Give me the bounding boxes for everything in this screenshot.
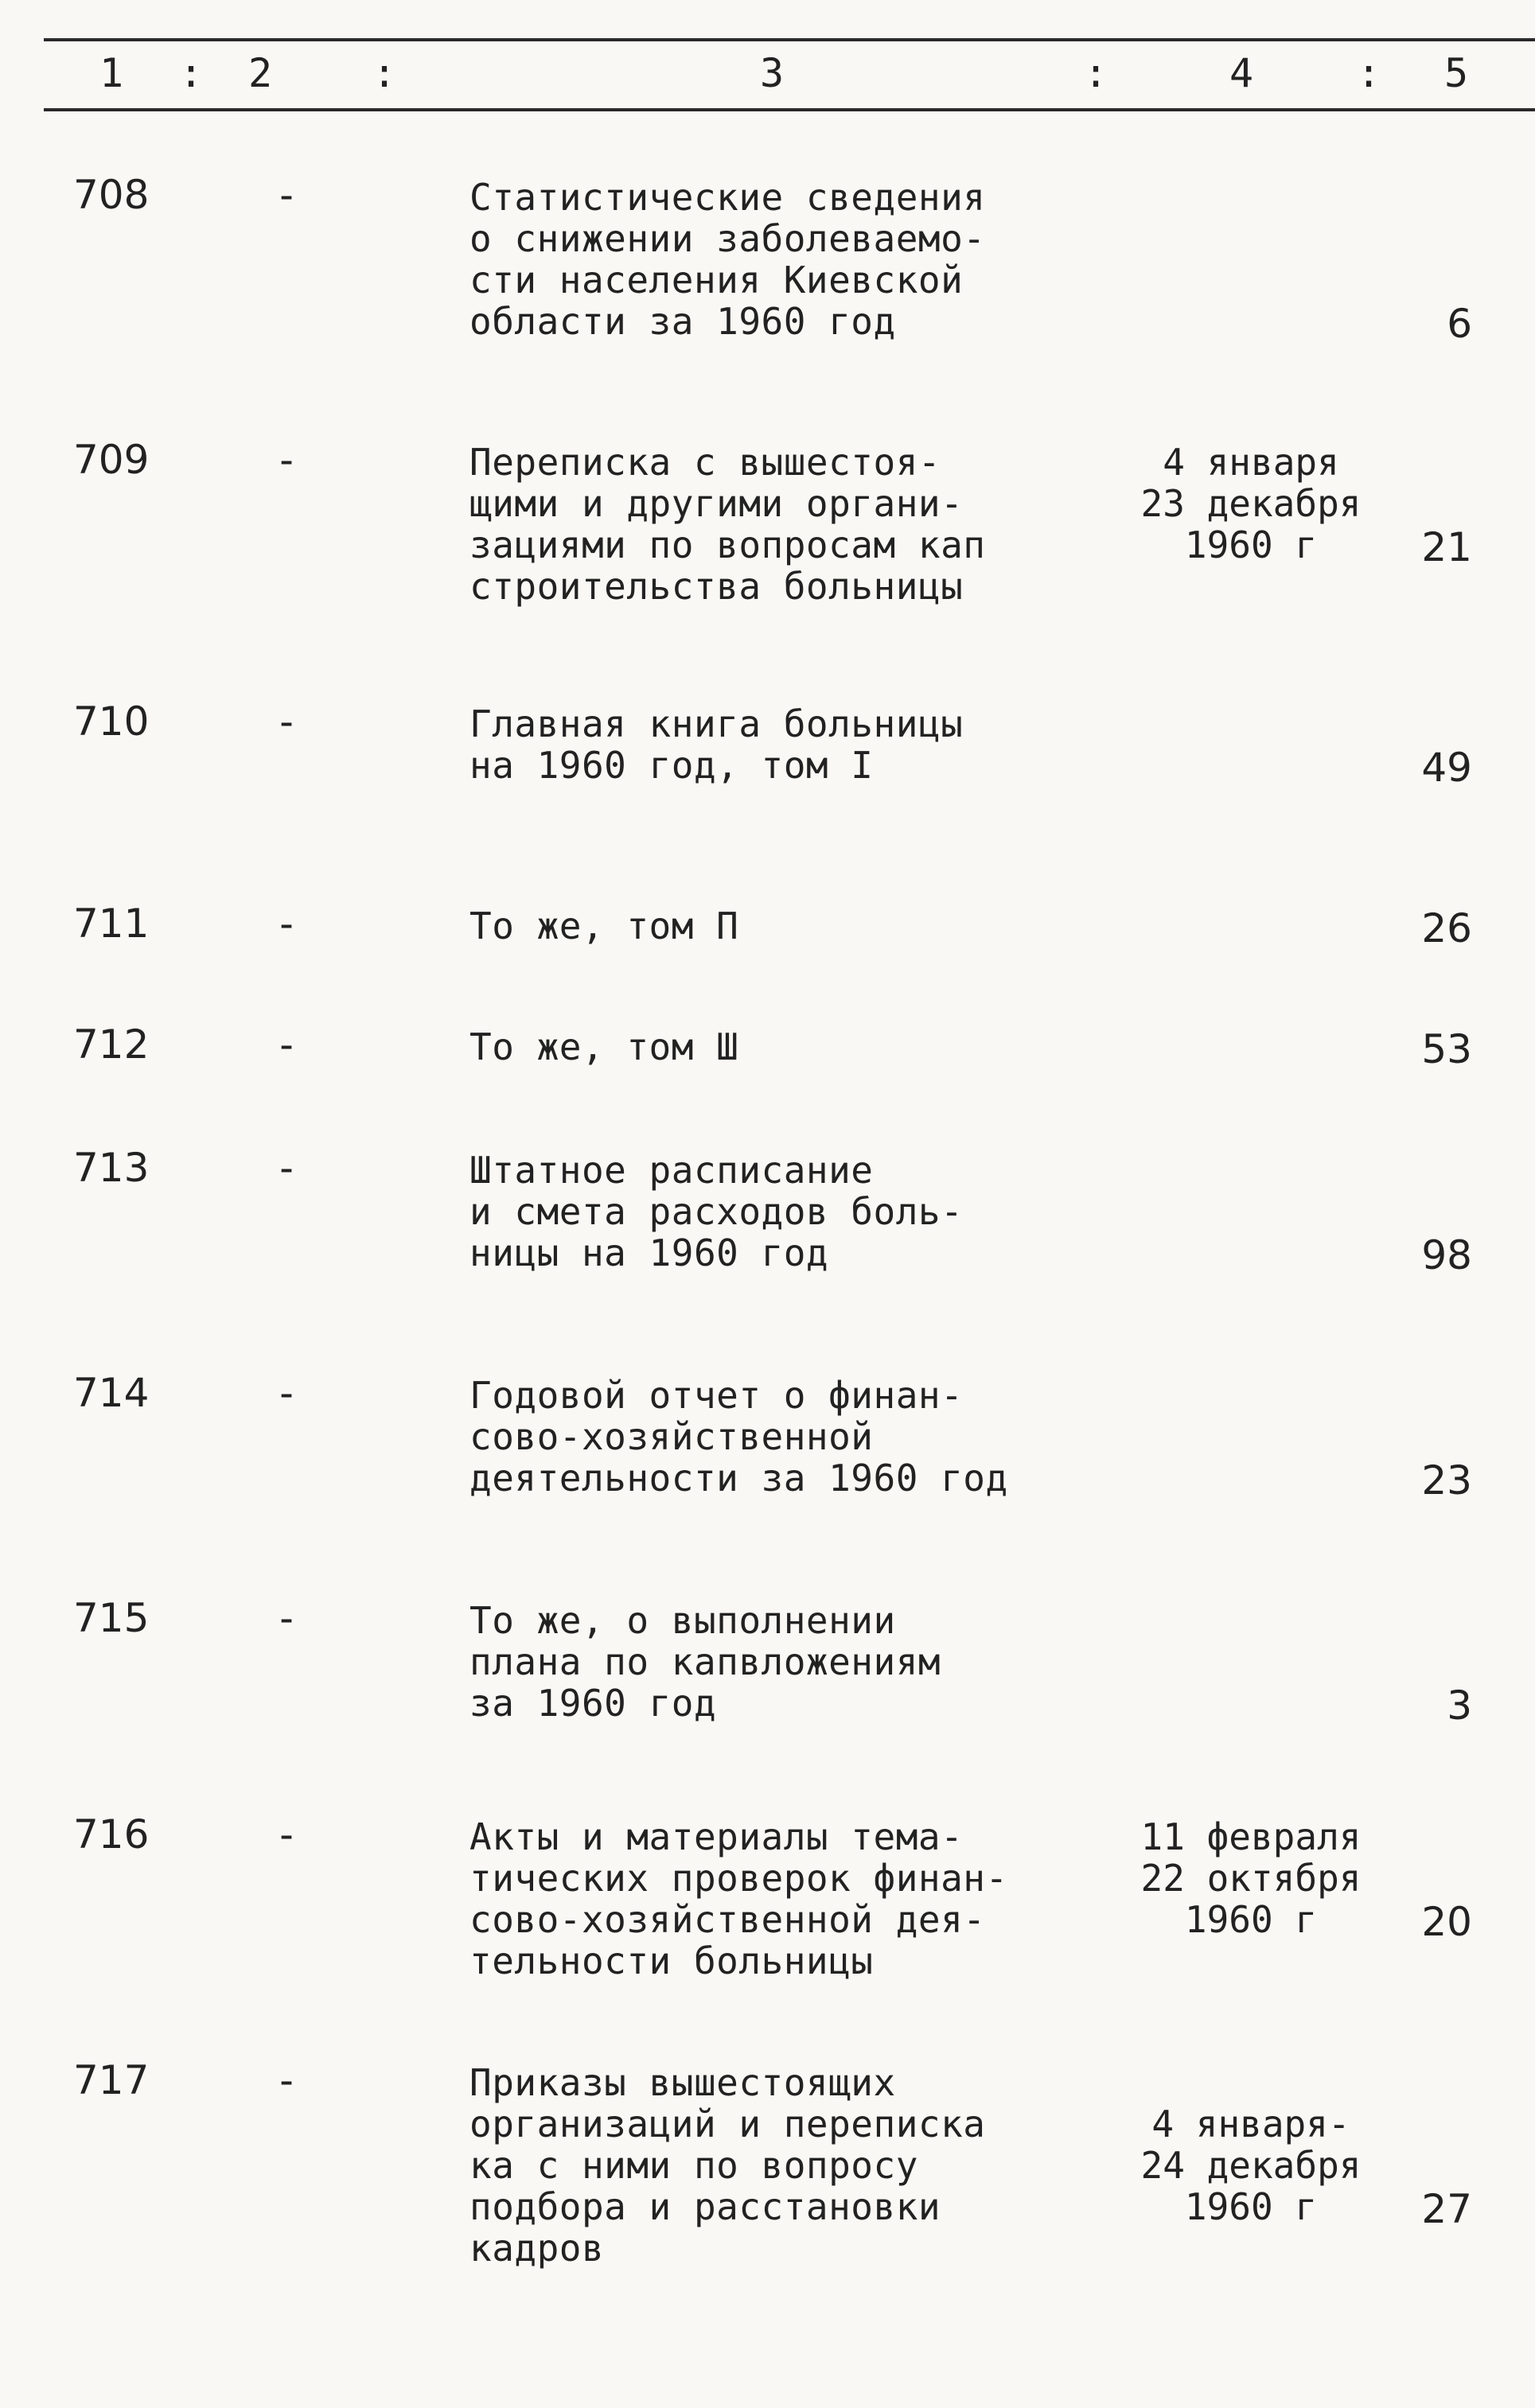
item-number: 710 (73, 698, 150, 745)
page-count: 6 (1447, 301, 1472, 347)
description-line: Статистические сведения (469, 176, 986, 219)
page-count: 26 (1421, 905, 1472, 951)
header-separator: : (1084, 50, 1108, 96)
page-count: 98 (1421, 1232, 1472, 1278)
date-line: 1960 г (1184, 523, 1318, 566)
description-line: То же, том П (469, 904, 739, 947)
description-line: сово-хозяйственной (469, 1415, 874, 1458)
date-line: 22 октября (1140, 1857, 1362, 1900)
description-line: и смета расходов боль- (469, 1190, 964, 1233)
description-line: ка с ними по вопросу (469, 2144, 918, 2187)
header-col-4: 4 (1229, 50, 1254, 96)
description-line: Штатное расписание (469, 1149, 874, 1192)
date-line: 1960 г (1184, 1898, 1318, 1941)
date-line: 11 февраля (1140, 1815, 1362, 1858)
column-2-dash: - (275, 901, 299, 947)
item-number: 716 (73, 1811, 150, 1858)
header-bottom-rule (44, 108, 1535, 111)
description-line: организаций и переписка (469, 2103, 986, 2145)
description-line: Годовой отчет о финан- (469, 1374, 964, 1417)
column-2-dash: - (275, 1811, 299, 1858)
page-count: 49 (1421, 745, 1472, 791)
description-line: о снижении заболеваемо- (469, 217, 986, 260)
description-line: области за 1960 год (469, 300, 896, 343)
item-number: 708 (73, 172, 150, 218)
date-line: 23 декабря (1140, 482, 1362, 525)
column-2-dash: - (275, 172, 299, 218)
description-line: подбора и расстановки (469, 2185, 941, 2228)
description-line: Переписка с вышестоя- (469, 441, 941, 484)
description-line: То же, том Ш (469, 1025, 739, 1068)
item-number: 711 (73, 901, 150, 947)
header-col-1: 1 (99, 50, 124, 96)
item-number: 712 (73, 1021, 150, 1068)
date-line: 24 декабря (1140, 2144, 1362, 2187)
header-top-rule (44, 38, 1535, 41)
description-line: Акты и материалы тема- (469, 1815, 964, 1858)
item-number: 714 (73, 1370, 150, 1416)
header-col-3: 3 (760, 50, 785, 96)
date-line: 4 января (1163, 441, 1339, 484)
date-line: 4 января- (1151, 2103, 1350, 2145)
column-2-dash: - (275, 1370, 299, 1416)
column-2-dash: - (275, 1021, 299, 1068)
column-2-dash: - (275, 1145, 299, 1191)
page-count: 3 (1447, 1682, 1472, 1729)
header-separator: : (1357, 50, 1381, 96)
page-count: 20 (1421, 1899, 1472, 1945)
description-line: ницы на 1960 год (469, 1231, 829, 1274)
description-line: Приказы вышестоящих (469, 2061, 896, 2104)
page-count: 53 (1421, 1026, 1472, 1072)
description-line: деятельности за 1960 год (469, 1457, 1008, 1500)
description-line: строительства больницы (469, 565, 964, 608)
description-line: Главная книга больницы (469, 702, 964, 745)
item-number: 717 (73, 2057, 150, 2103)
item-number: 713 (73, 1145, 150, 1191)
description-line: на 1960 год, том I (469, 744, 874, 787)
description-line: То же, о выполнении (469, 1599, 896, 1642)
column-2-dash: - (275, 437, 299, 483)
page-count: 21 (1421, 524, 1472, 570)
description-line: тических проверок финан- (469, 1857, 1008, 1900)
page-count: 23 (1421, 1457, 1472, 1504)
column-2-dash: - (275, 1595, 299, 1641)
description-line: сово-хозяйственной дея- (469, 1898, 986, 1941)
description-line: за 1960 год (469, 1682, 717, 1725)
item-number: 715 (73, 1595, 150, 1641)
column-2-dash: - (275, 698, 299, 745)
page-count: 27 (1421, 2186, 1472, 2232)
description-line: тельности больницы (469, 1939, 874, 1982)
column-2-dash: - (275, 2057, 299, 2103)
header-col-5: 5 (1444, 50, 1469, 96)
header-separator: : (179, 50, 204, 96)
description-line: кадров (469, 2227, 605, 2270)
description-line: зациями по вопросам кап (469, 523, 986, 566)
item-number: 709 (73, 437, 150, 483)
header-col-2: 2 (248, 50, 273, 96)
header-separator: : (372, 50, 397, 96)
description-line: сти населения Киевской (469, 259, 964, 301)
date-line: 1960 г (1184, 2185, 1318, 2228)
description-line: плана по капвложениям (469, 1640, 941, 1683)
description-line: щими и другими органи- (469, 482, 964, 525)
